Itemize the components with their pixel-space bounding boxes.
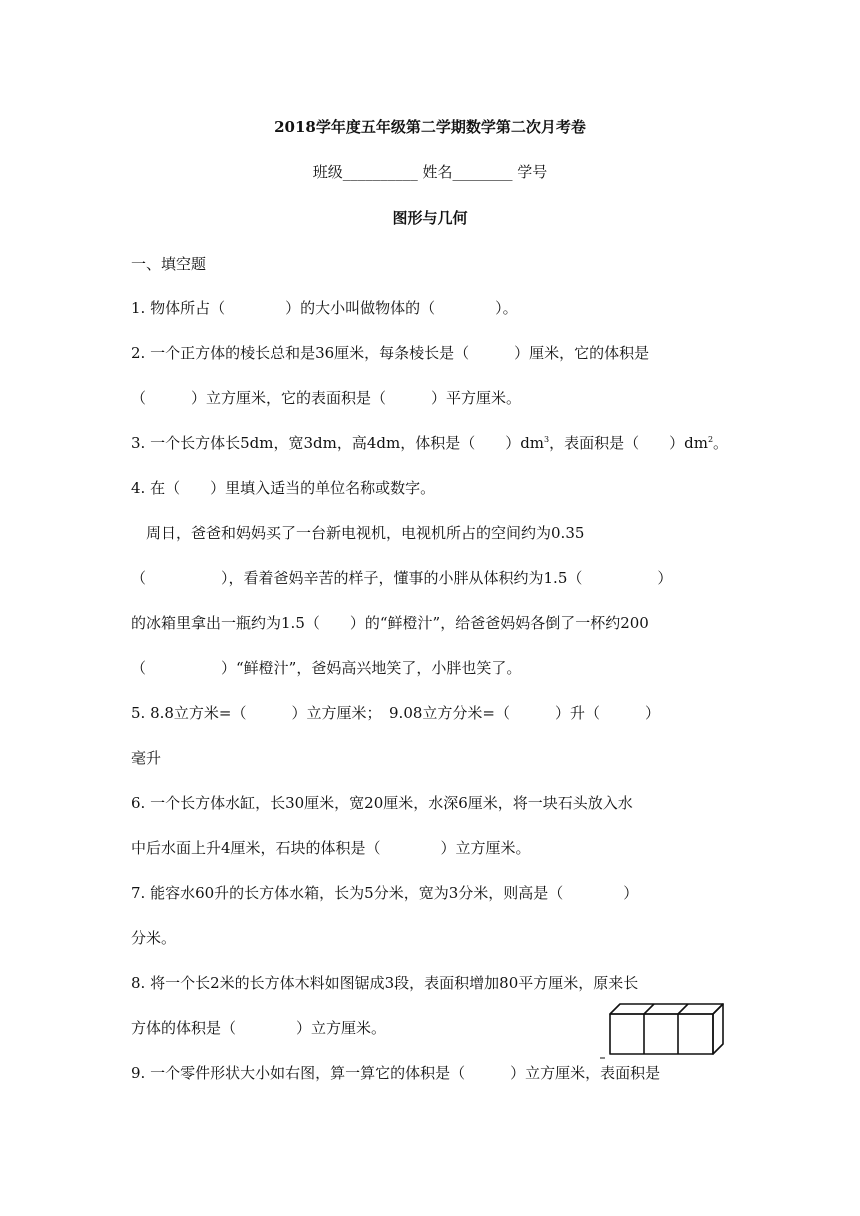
question-6-line-1: 6. 一个长方体水缸，长30厘米，宽20厘米，水深6厘米，将一块石头放入水 <box>131 794 633 812</box>
cut-line-top-2 <box>678 1004 688 1014</box>
cuboid-front-face <box>610 1014 713 1054</box>
student-info-line: 班级__________ 姓名________ 学号 <box>312 163 548 181</box>
question-4-paragraph-line-3: 的冰箱里拿出一瓶约为1.5（ ）的“鲜橙汁”，给爸爸妈妈各倒了一杯约200 <box>131 614 649 632</box>
cuboid-top-face <box>610 1004 723 1014</box>
question-3-part-2: ，表面积是（ ）dm <box>549 434 708 452</box>
question-2-line-2: （ ）立方厘米，它的表面积是（ ）平方厘米。 <box>131 389 522 407</box>
part-heading: 一、填空题 <box>131 255 207 273</box>
question-2-line-1: 2. 一个正方体的棱长总和是36厘米，每条棱长是（ ）厘米，它的体积是 <box>131 344 650 362</box>
question-5-line-1: 5. 8.8立方米=（ ）立方厘米； 9.08立方分米=（ ）升（ ） <box>131 704 660 722</box>
question-5-line-2: 毫升 <box>131 749 162 767</box>
question-8-line-2: 方体的体积是（ ）立方厘米。 <box>131 1019 387 1037</box>
section-title: 图形与几何 <box>392 209 468 227</box>
question-4: 4. 在（ ）里填入适当的单位名称或数字。 <box>131 479 436 497</box>
question-3 <box>131 433 729 453</box>
cuboid-side-face <box>713 1004 723 1054</box>
superscript-squared: 2 <box>707 435 714 444</box>
superscript-cubed: 3 <box>544 435 550 444</box>
question-1: 1. 物体所占（ ）的大小叫做物体的（ ）。 <box>131 299 518 317</box>
question-4-paragraph-line-2: （ ），看着爸妈辛苦的样子，懂事的小胖从体积约为1.5（ ） <box>131 569 673 587</box>
sawn-cuboid-figure <box>598 1002 730 1062</box>
question-9-line-1: 9. 一个零件形状大小如右图，算一算它的体积是（ ）立方厘米，表面积是 <box>131 1064 661 1082</box>
question-3-part-3: 。 <box>713 434 729 452</box>
question-7-line-2: 分米。 <box>131 929 177 947</box>
question-4-paragraph-line-4: （ ）“鲜橙汁”，爸妈高兴地笑了，小胖也笑了。 <box>131 659 522 677</box>
question-3-part-1: 3. 一个长方体长5dm，宽3dm，高4dm，体积是（ ）dm <box>131 434 545 452</box>
question-6-line-2: 中后水面上升4厘米，石块的体积是（ ）立方厘米。 <box>131 839 531 857</box>
cut-line-top-1 <box>644 1004 654 1014</box>
question-4-paragraph-line-1: 周日，爸爸和妈妈买了一台新电视机，电视机所占的空间约为0.35 <box>131 524 585 542</box>
question-8-line-1: 8. 将一个长2米的长方体木料如图锯成3段，表面积增加80平方厘米，原来长 <box>131 974 639 992</box>
question-7-line-1: 7. 能容水60升的长方体水箱，长为5分米，宽为3分米，则高是（ ） <box>131 884 639 902</box>
exam-title: 2018学年度五年级第二学期数学第二次月考卷 <box>274 118 586 136</box>
